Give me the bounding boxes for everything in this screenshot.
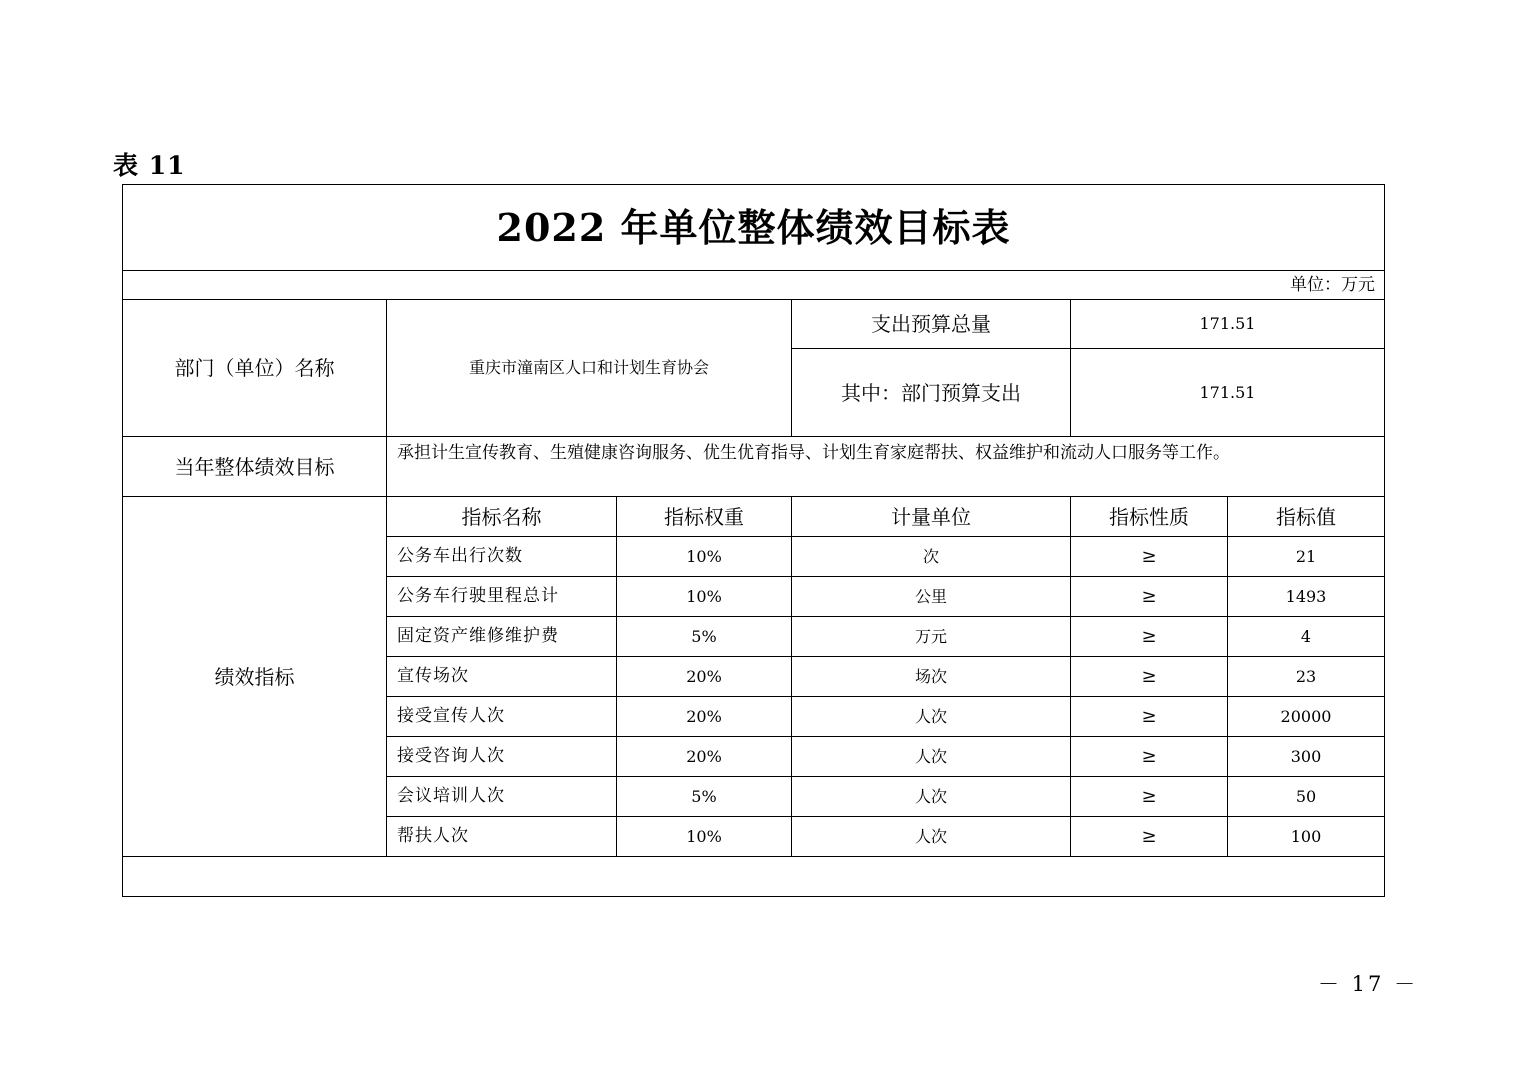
unit-note: 单位：万元 <box>123 271 1385 300</box>
indicator-unit: 公里 <box>792 577 1071 617</box>
goal-label: 当年整体绩效目标 <box>123 437 387 497</box>
indicator-nature: ≥ <box>1071 657 1228 697</box>
indicator-nature: ≥ <box>1071 737 1228 777</box>
indicator-weight: 10% <box>617 817 792 857</box>
indicator-name: 宣传场次 <box>387 657 617 697</box>
indicator-nature: ≥ <box>1071 617 1228 657</box>
budget-total-value: 171.51 <box>1071 300 1385 349</box>
indicator-weight: 20% <box>617 657 792 697</box>
header-indicator-name: 指标名称 <box>387 497 617 537</box>
budget-total-label: 支出预算总量 <box>792 300 1071 349</box>
indicator-name: 帮扶人次 <box>387 817 617 857</box>
indicator-unit: 场次 <box>792 657 1071 697</box>
indicator-unit: 人次 <box>792 697 1071 737</box>
indicator-name: 公务车出行次数 <box>387 537 617 577</box>
budget-dept-value: 171.51 <box>1071 349 1385 437</box>
header-nature: 指标性质 <box>1071 497 1228 537</box>
table-label: 表 11 <box>113 151 186 180</box>
indicator-unit: 人次 <box>792 737 1071 777</box>
indicator-name: 公务车行驶里程总计 <box>387 577 617 617</box>
indicator-nature: ≥ <box>1071 537 1228 577</box>
header-unit: 计量单位 <box>792 497 1071 537</box>
table-title: 2022 年单位整体绩效目标表 <box>123 185 1385 271</box>
indicator-weight: 5% <box>617 617 792 657</box>
indicator-name: 固定资产维修维护费 <box>387 617 617 657</box>
indicator-name: 会议培训人次 <box>387 777 617 817</box>
header-value: 指标值 <box>1228 497 1385 537</box>
indicator-unit: 人次 <box>792 777 1071 817</box>
indicator-value: 100 <box>1228 817 1385 857</box>
dept-label: 部门（单位）名称 <box>123 300 387 437</box>
indicator-value: 4 <box>1228 617 1385 657</box>
blank-row <box>123 857 1385 897</box>
indicator-name: 接受宣传人次 <box>387 697 617 737</box>
indicator-unit: 次 <box>792 537 1071 577</box>
indicator-value: 50 <box>1228 777 1385 817</box>
indicator-value: 21 <box>1228 537 1385 577</box>
indicator-nature: ≥ <box>1071 777 1228 817</box>
indicator-weight: 20% <box>617 697 792 737</box>
page-number: － 17 － <box>1318 972 1419 996</box>
indicator-weight: 10% <box>617 537 792 577</box>
indicator-nature: ≥ <box>1071 817 1228 857</box>
indicator-weight: 5% <box>617 777 792 817</box>
indicator-unit: 万元 <box>792 617 1071 657</box>
budget-dept-label: 其中：部门预算支出 <box>792 349 1071 437</box>
indicator-value: 23 <box>1228 657 1385 697</box>
indicator-unit: 人次 <box>792 817 1071 857</box>
indicator-weight: 20% <box>617 737 792 777</box>
goal-text: 承担计生宣传教育、生殖健康咨询服务、优生优育指导、计划生育家庭帮扶、权益维护和流动人口服务等工作。 <box>387 437 1385 497</box>
indicator-nature: ≥ <box>1071 577 1228 617</box>
header-weight: 指标权重 <box>617 497 792 537</box>
indicator-nature: ≥ <box>1071 697 1228 737</box>
performance-goal-table <box>122 184 1385 897</box>
dept-name: 重庆市潼南区人口和计划生育协会 <box>387 300 792 437</box>
indicator-weight: 10% <box>617 577 792 617</box>
indicators-label: 绩效指标 <box>123 497 387 857</box>
indicator-value: 300 <box>1228 737 1385 777</box>
indicator-name: 接受咨询人次 <box>387 737 617 777</box>
indicator-value: 1493 <box>1228 577 1385 617</box>
indicator-value: 20000 <box>1228 697 1385 737</box>
